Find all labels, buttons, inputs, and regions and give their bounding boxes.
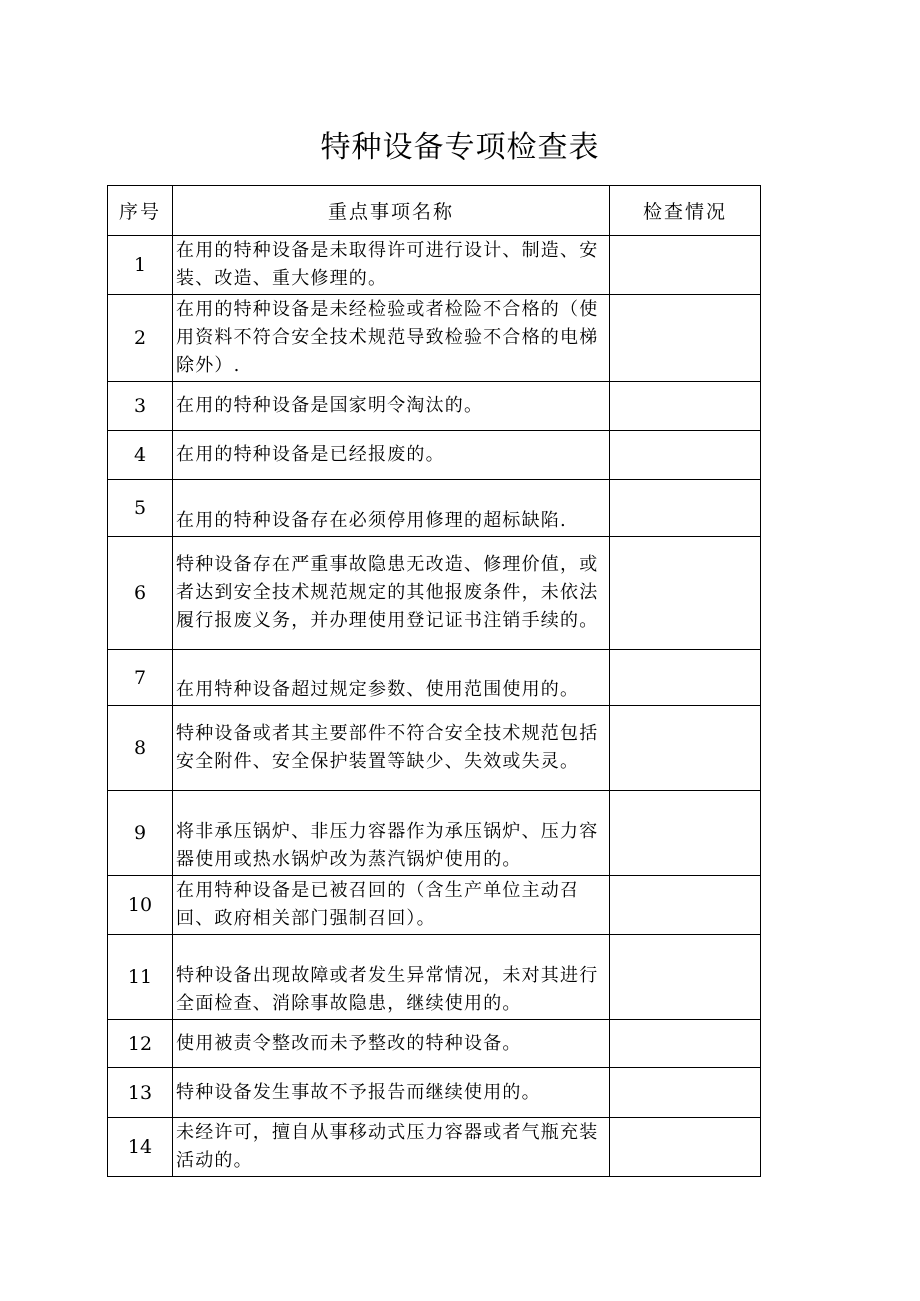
row-status[interactable] — [610, 480, 761, 537]
table-row — [108, 1118, 761, 1177]
row-number: 9 — [108, 791, 173, 876]
row-item-text: 使用被责令整改而未予整改的特种设备。 — [173, 1020, 610, 1068]
row-status[interactable] — [610, 382, 761, 431]
row-number: 12 — [108, 1020, 173, 1068]
row-status[interactable] — [610, 1020, 761, 1068]
header-item: 重点事项名称 — [173, 186, 610, 236]
row-status[interactable] — [610, 1068, 761, 1118]
row-item-text: 在用特种设备超过规定参数、使用范围使用的。 — [173, 650, 610, 706]
row-status[interactable] — [610, 236, 761, 295]
inspection-table — [107, 185, 761, 1177]
table-row — [108, 791, 761, 876]
row-status[interactable] — [610, 431, 761, 480]
table-row — [108, 935, 761, 1020]
row-number: 8 — [108, 706, 173, 791]
table-row — [108, 1020, 761, 1068]
row-status[interactable] — [610, 650, 761, 706]
row-item-text: 在用的特种设备是国家明令淘汰的。 — [173, 382, 610, 431]
row-item-text: 特种设备或者其主要部件不符合安全技术规范包括安全附件、安全保护装置等缺少、失效或失灵。 — [173, 706, 610, 791]
row-number: 7 — [108, 650, 173, 706]
header-no: 序号 — [108, 186, 173, 236]
row-item-text: 将非承压锅炉、非压力容器作为承压锅炉、压力容器使用或热水锅炉改为蒸汽锅炉使用的。 — [173, 791, 610, 876]
table-row — [108, 650, 761, 706]
row-status[interactable] — [610, 537, 761, 650]
row-number: 4 — [108, 431, 173, 480]
row-item-text: 特种设备出现故障或者发生异常情况，未对其进行全面检查、消除事故隐患，继续使用的。 — [173, 935, 610, 1020]
row-number: 13 — [108, 1068, 173, 1118]
row-number: 6 — [108, 537, 173, 650]
page-title: 特种设备专项检查表 — [320, 130, 600, 165]
row-status[interactable] — [610, 935, 761, 1020]
table-row — [108, 431, 761, 480]
row-item-text: 在用的特种设备是已经报废的。 — [173, 431, 610, 480]
row-status[interactable] — [610, 1118, 761, 1177]
row-number: 14 — [108, 1118, 173, 1177]
row-number: 10 — [108, 876, 173, 935]
row-status[interactable] — [610, 876, 761, 935]
row-item-text: 特种设备发生事故不予报告而继续使用的。 — [173, 1068, 610, 1118]
row-number: 5 — [108, 480, 173, 537]
row-item-text: 特种设备存在严重事故隐患无改造、修理价值，或者达到安全技术规范规定的其他报废条件，未依法履行报废义务，并办理使用登记证书注销手续的。 — [173, 537, 610, 650]
row-number: 1 — [108, 236, 173, 295]
table-row — [108, 295, 761, 382]
row-status[interactable] — [610, 706, 761, 791]
row-item-text: 在用的特种设备存在必须停用修理的超标缺陷. — [173, 480, 610, 537]
table-row — [108, 236, 761, 295]
row-number: 2 — [108, 295, 173, 382]
header-status: 检查情况 — [610, 186, 761, 236]
table-row — [108, 537, 761, 650]
table-header-row — [108, 186, 761, 236]
row-status[interactable] — [610, 791, 761, 876]
row-number: 3 — [108, 382, 173, 431]
row-status[interactable] — [610, 295, 761, 382]
row-item-text: 在用特种设备是已被召回的（含生产单位主动召回、政府相关部门强制召回）。 — [173, 876, 610, 935]
table-row — [108, 480, 761, 537]
row-item-text: 在用的特种设备是未经检验或者检险不合格的（使用资料不符合安全技术规范导致检验不合格的电梯除外）. — [173, 295, 610, 382]
table-row — [108, 1068, 761, 1118]
table-row — [108, 706, 761, 791]
row-item-text: 在用的特种设备是未取得许可进行设计、制造、安装、改造、重大修理的。 — [173, 236, 610, 295]
row-item-text: 未经许可，擅自从事移动式压力容器或者气瓶充装活动的。 — [173, 1118, 610, 1177]
table-row — [108, 876, 761, 935]
table-row — [108, 382, 761, 431]
row-number: 11 — [108, 935, 173, 1020]
